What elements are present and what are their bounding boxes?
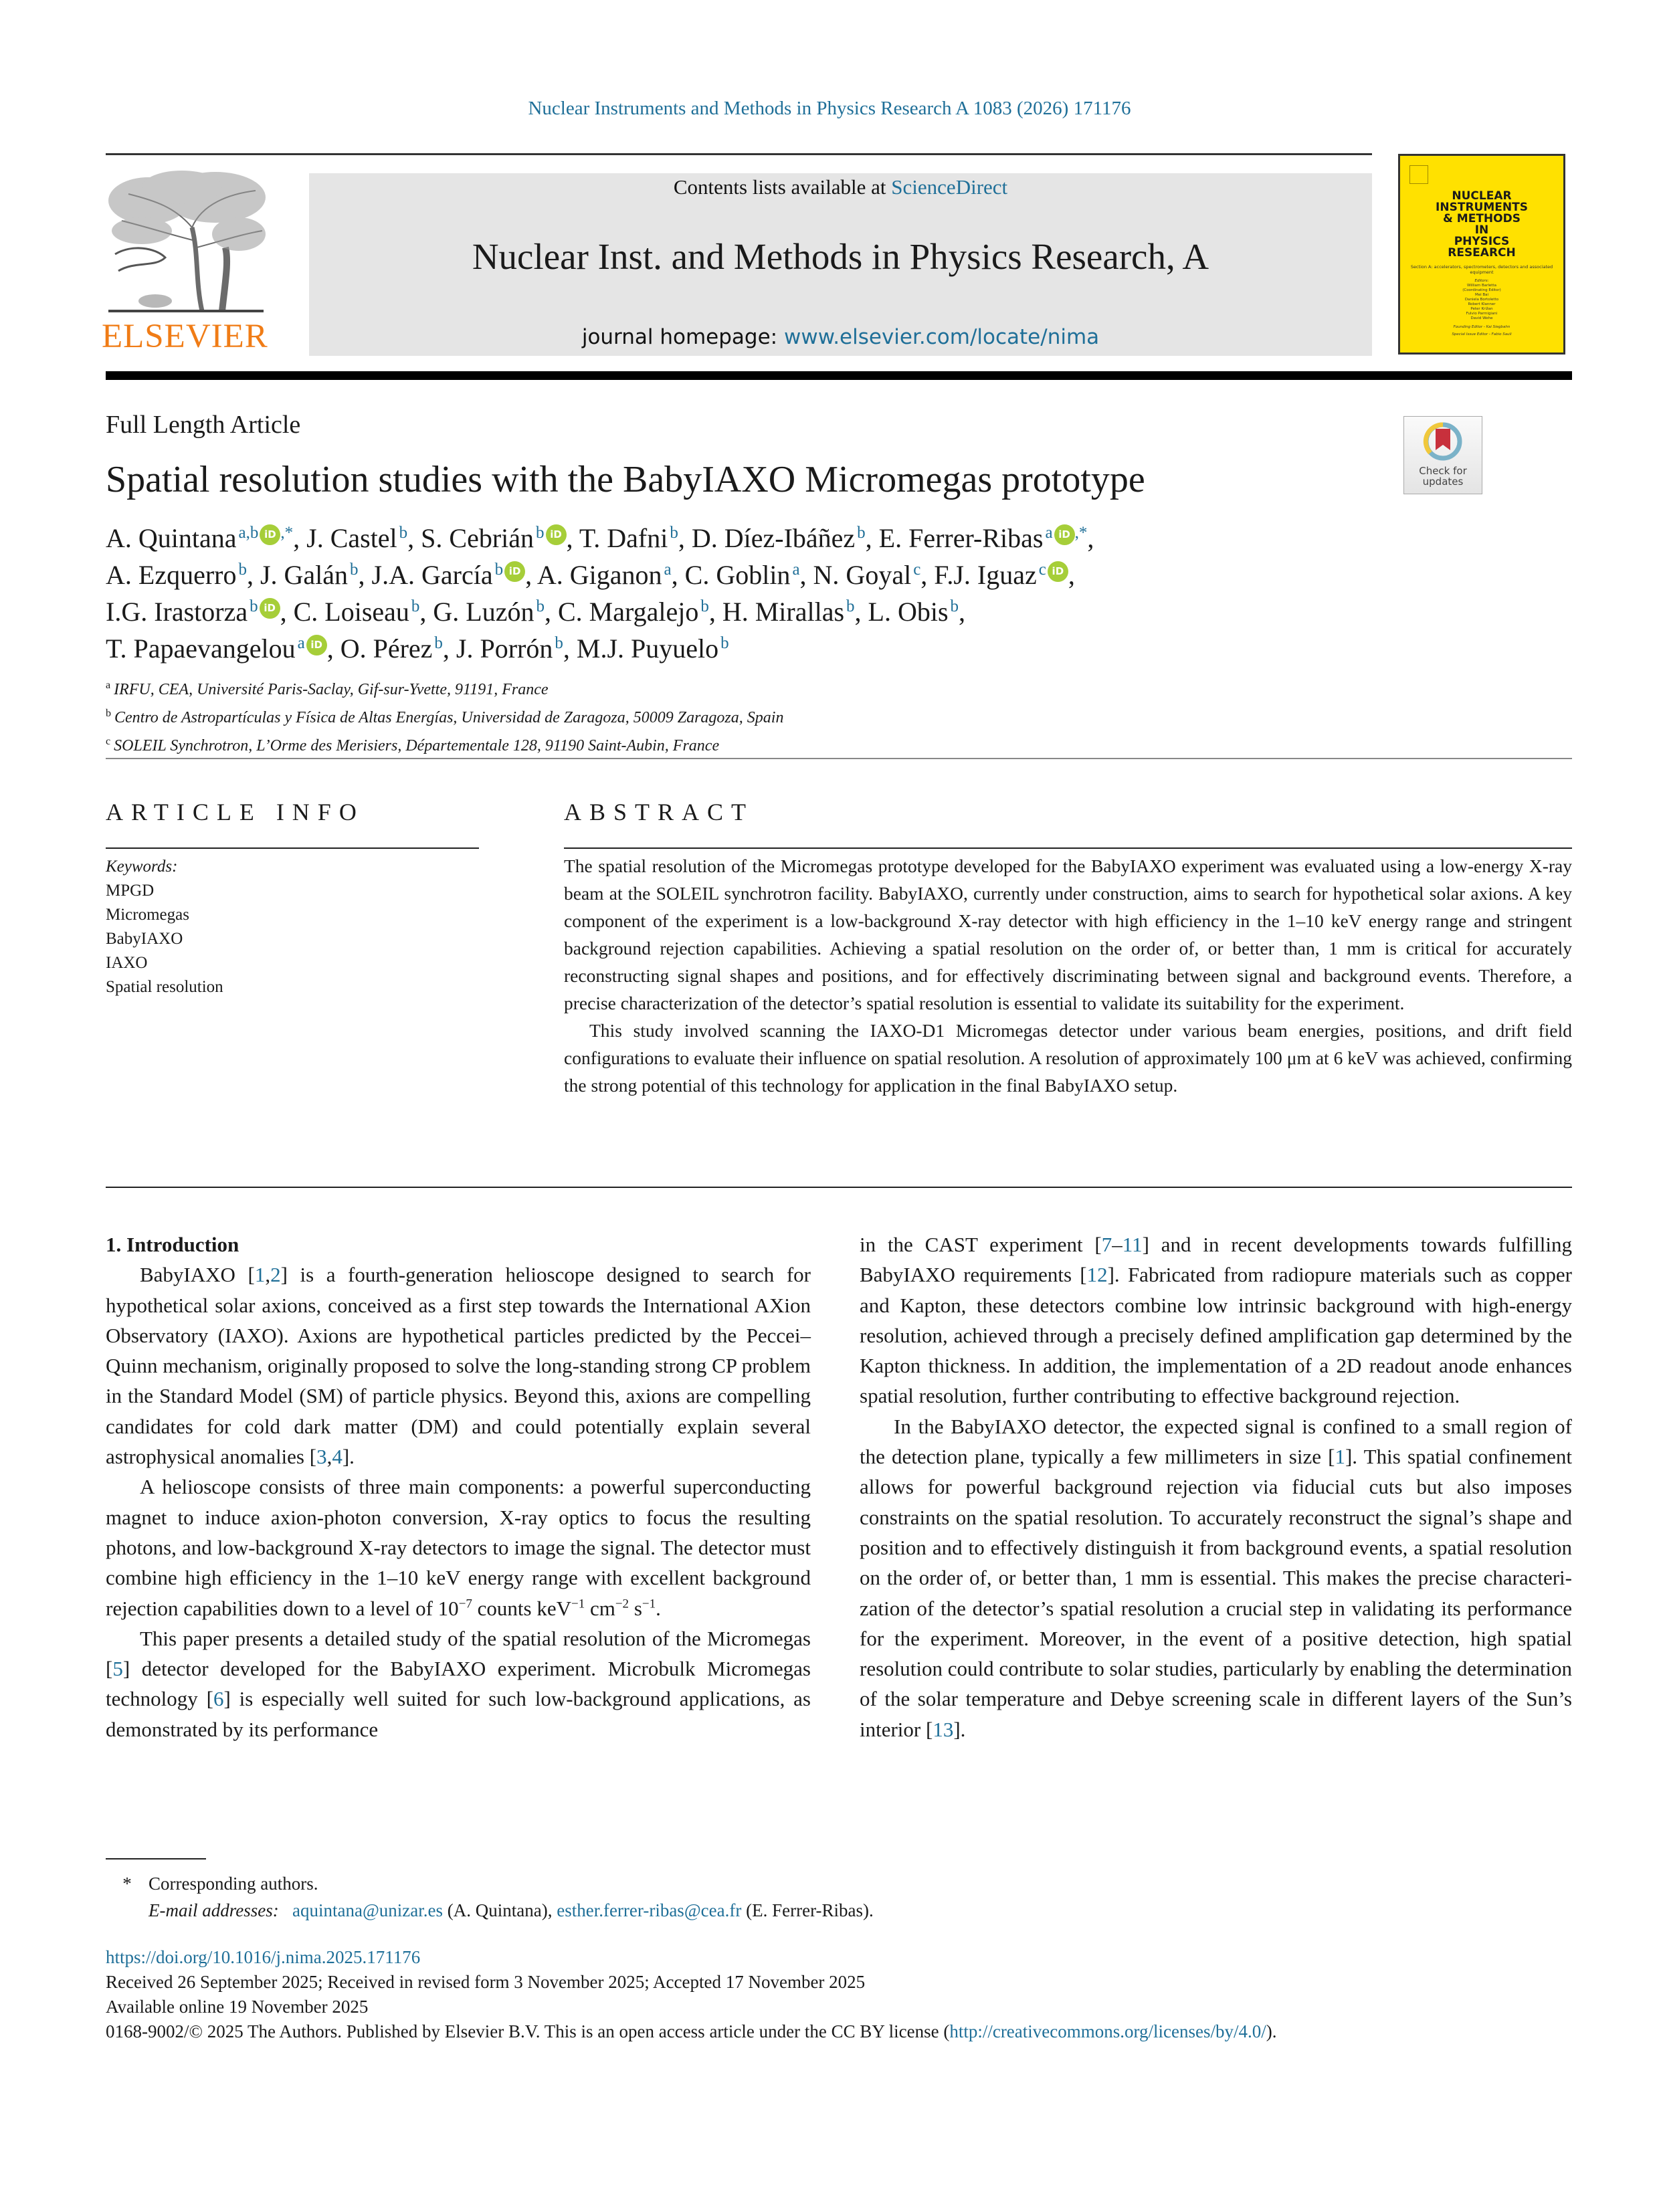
cover-editors: Editors: William Barletta (Coordinating Editor) Mei Bai Daniela Bortoletto Robert Klanner Peter Križan Fulvio Parmigiani David Wehe Founding Editor - Kai Siegbahn Special Issue Editor - Fabio Sauli bbox=[1452, 279, 1512, 336]
body-column-left bbox=[106, 1229, 811, 1744]
citation-link[interactable]: 7 bbox=[1101, 1233, 1112, 1256]
received-dates: Received 26 September 2025; Received in revised form 3 November 2025; Accepted 17 November 2025 bbox=[106, 1972, 866, 1992]
orcid-icon[interactable]: iD bbox=[306, 635, 327, 656]
keywords-label: Keywords: bbox=[106, 858, 178, 876]
citation-link[interactable]: 12 bbox=[1086, 1263, 1108, 1287]
article-info-heading: ARTICLE INFO bbox=[106, 799, 365, 825]
journal-citation-link[interactable]: Nuclear Instruments and Methods in Physics Research A 1083 (2026) 171176 bbox=[528, 98, 1131, 119]
affiliation-marker[interactable]: a,b bbox=[238, 524, 259, 542]
abstract-paragraph: This study involved scanning the IAXO-D1 Micromegas detector under various beam energies, positions, and drift field configurations to evaluate their influence on spatial resolution. A resolution of approximately 100 μm at 6 keV was achieved, confirming the strong potential of this technology for application in the final BabyIAXO setup. bbox=[564, 1020, 1572, 1096]
affiliation-marker[interactable]: b bbox=[857, 524, 866, 542]
affiliation-marker[interactable]: b bbox=[411, 597, 420, 615]
author: N. Goyal bbox=[813, 560, 912, 590]
author: D. Díez-Ibáñez bbox=[691, 523, 856, 553]
keywords-list bbox=[106, 855, 223, 999]
orcid-icon[interactable]: iD bbox=[1048, 561, 1068, 582]
author: G. Luzón bbox=[433, 597, 534, 627]
body-paragraph: This paper presents a detailed study of the spatial resolution of the Micromegas [5] detector developed for the BabyIAXO experiment. Microbulk Micromegas technology [6] is especially well suited for such low-background applications, as demonstrated by its performance bbox=[106, 1626, 811, 1741]
email-note: E-mail addresses: aquintana@unizar.es (A. Quintana), esther.ferrer-ribas@cea.fr (E. Ferrer-Ribas). bbox=[149, 1900, 874, 1920]
keyword: BabyIAXO bbox=[106, 930, 183, 948]
author-list: A. Quintana $^{a,b}$ iD ,*, J. Castel $^b$, S. Cebrián $^b$ iD , T. Dafni $^b$, D. Díez-Ibáñez $^b$, E. Ferrer-Ribas $^a$ iD ,*, A. Ezquerro $^b$, J. Galán $^b$, J.A. García $^b$ iD , A. Giganon $^a$, C. Goblin $^a$, N. Goyal $^c$, F.J. Iguaz $^c$ iD , I.G. Irastorza $^b$ iD , C. Loiseau $^b$, G. Luzón $^b$, C. Margalejo $^b$, H. Mirallas $^b$, L. Obis $^b$, T. Papaevangelou $^a$ iD , O. Pérez $^b$, J. Porrón $^b$, M.J. Puyuelo $^b$ bbox=[106, 523, 1094, 664]
affiliation-marker[interactable]: b bbox=[434, 634, 443, 652]
divider bbox=[106, 153, 1372, 155]
homepage-line: journal homepage: www.elsevier.com/locate/nima bbox=[581, 325, 1100, 349]
affiliation-marker[interactable]: b bbox=[536, 524, 545, 542]
email-link-quintana[interactable]: aquintana@unizar.es bbox=[292, 1900, 444, 1920]
keyword: IAXO bbox=[106, 954, 148, 972]
author: J.A. García bbox=[371, 560, 493, 590]
author: A. Ezquerro bbox=[106, 560, 237, 590]
author: L. Obis bbox=[868, 597, 949, 627]
affiliation-marker[interactable]: b bbox=[846, 597, 855, 615]
article-type: Full Length Article bbox=[106, 411, 301, 439]
divider bbox=[106, 847, 479, 849]
affiliations bbox=[106, 674, 783, 758]
orcid-icon[interactable]: iD bbox=[504, 561, 525, 582]
citation-link[interactable]: 6 bbox=[213, 1687, 224, 1711]
affiliation-marker[interactable]: b bbox=[399, 524, 408, 542]
affiliation-marker[interactable]: c bbox=[913, 561, 921, 579]
keyword: MPGD bbox=[106, 882, 155, 900]
author: M.J. Puyuelo bbox=[576, 633, 719, 664]
author: C. Goblin bbox=[684, 560, 791, 590]
affiliation-marker[interactable]: b bbox=[536, 597, 545, 615]
citation-link[interactable]: 1 bbox=[254, 1263, 266, 1287]
elsevier-logo bbox=[102, 167, 276, 361]
footnote-divider bbox=[106, 1858, 206, 1859]
citation-link[interactable]: 3 bbox=[316, 1445, 327, 1469]
masthead-divider bbox=[106, 371, 1572, 380]
affiliation-marker[interactable]: a bbox=[792, 561, 800, 579]
body-column-right bbox=[860, 1229, 1572, 1744]
keyword: Spatial resolution bbox=[106, 978, 223, 996]
author: J. Castel bbox=[306, 523, 397, 553]
author: C. Loiseau bbox=[293, 597, 409, 627]
article-metadata bbox=[106, 1945, 1277, 2044]
sciencedirect-link[interactable]: ScienceDirect bbox=[891, 175, 1008, 199]
keyword: Micromegas bbox=[106, 906, 189, 924]
affiliation-marker[interactable]: a bbox=[1045, 524, 1053, 542]
check-for-updates-button[interactable] bbox=[1403, 416, 1482, 494]
citation-link[interactable]: 4 bbox=[332, 1445, 343, 1469]
affiliation-marker[interactable]: b bbox=[250, 597, 258, 615]
orcid-icon[interactable]: iD bbox=[546, 524, 567, 545]
author: H. Mirallas bbox=[722, 597, 845, 627]
email-link-ferrer-ribas[interactable]: esther.ferrer-ribas@cea.fr bbox=[557, 1900, 742, 1920]
body-paragraph: BabyIAXO [1,2] is a fourth-generation helioscope designed to search for hypothetical solar axions, conceived as a first step towards the International AXion Observatory (IAXO). Axions are hypothetical particles predicted by the Peccei–Quinn mechanism, originally proposed to solve the long-standing strong CP problem in the Standard Model (SM) of particle physics. Beyond this, axions are compelling candidates for cold dark matter (DM) and could potentially explain several astrophysical anomalies [3,4]. bbox=[106, 1263, 811, 1469]
affiliation-marker[interactable]: b bbox=[494, 561, 504, 579]
citation-link[interactable]: 1 bbox=[1335, 1445, 1345, 1469]
affiliation-marker[interactable]: a bbox=[297, 634, 305, 652]
citation-link[interactable]: 11 bbox=[1122, 1233, 1143, 1256]
divider bbox=[564, 847, 1572, 849]
license-link[interactable]: http://creativecommons.org/licenses/by/4.0/ bbox=[949, 2021, 1266, 2041]
orcid-icon[interactable]: iD bbox=[1054, 524, 1075, 545]
crossmark-label: Check for updates bbox=[1419, 465, 1467, 488]
author: T. Papaevangelou bbox=[106, 633, 296, 664]
author: T. Dafni bbox=[579, 523, 668, 553]
author: E. Ferrer-Ribas bbox=[878, 523, 1044, 553]
orcid-icon[interactable]: iD bbox=[260, 524, 280, 545]
corresponding-author-marker[interactable]: ,* bbox=[1074, 524, 1088, 542]
author: C. Margalejo bbox=[558, 597, 699, 627]
corresponding-note: * Corresponding authors. bbox=[122, 1874, 318, 1894]
author: I.G. Irastorza bbox=[106, 597, 248, 627]
journal-homepage-link[interactable]: www.elsevier.com/locate/nima bbox=[783, 325, 1100, 349]
doi-link[interactable]: https://doi.org/10.1016/j.nima.2025.171176 bbox=[106, 1947, 421, 1967]
corresponding-author-marker[interactable]: ,* bbox=[280, 524, 294, 542]
author: F.J. Iguaz bbox=[934, 560, 1037, 590]
affiliation-b: $^b$ Centro de Astropartículas y Física de Altas Energías, Universidad de Zaragoza, 50009 Zaragoza, Spain bbox=[106, 708, 784, 726]
divider bbox=[106, 1187, 1572, 1188]
body-paragraph: A helioscope consists of three main components: a powerful superconducting magnet to induce axion-photon conversion, X-ray optics to focus the resulting photons, and low-background X-ray detectors to image the signal. The detector must combine high efficiency in the 1–10 keV energy range with excellent background rejection capabilities down to a level of $10^{-7}$ counts keV$^{-1}$ $cm^{-2}$ $s^{-1}$. bbox=[106, 1475, 811, 1620]
abstract-paragraph: The spatial resolution of the Micromegas prototype developed for the BabyIAXO experiment was evaluated using a low-energy X-ray beam at the SOLEIL synchrotron facility. BabyIAXO, currently under construction, aims to search for hypothetical solar axions. A key component of the experiment is a low-background X-ray detector with high efficiency in the 1–10 keV energy range and stringent background rejection capabilities. Achieving a spatial resolution on the order of, or better than, 1 mm is critical for accurately reconstructing signal shapes and positions, and for effectively discriminating between signal and background events. Therefore, a precise characterization of the detector’s spatial resolution is essential to validate its suitability for the experiment. bbox=[564, 856, 1572, 1013]
author: J. Galán bbox=[260, 560, 349, 590]
paper-title: Spatial resolution studies with the BabyIAXO Micromegas prototype bbox=[106, 459, 1145, 500]
author: S. Cebrián bbox=[421, 523, 534, 553]
abstract-heading: ABSTRACT bbox=[564, 799, 755, 825]
citation-link[interactable]: 13 bbox=[933, 1717, 954, 1741]
affiliation-marker[interactable]: b bbox=[700, 597, 709, 615]
affiliation-marker[interactable]: b bbox=[350, 561, 359, 579]
author: A. Giganon bbox=[536, 560, 662, 590]
elsevier-wordmark: ELSEVIER bbox=[102, 318, 268, 355]
journal-cover-thumbnail[interactable] bbox=[1398, 154, 1565, 355]
affiliation-marker[interactable]: c bbox=[1038, 561, 1046, 579]
abstract-body bbox=[564, 852, 1572, 1099]
contents-line: Contents lists available at ScienceDirect bbox=[673, 175, 1008, 199]
available-online: Available online 19 November 2025 bbox=[106, 1997, 369, 2017]
affiliation-c: $^c$ SOLEIL Synchrotron, L’Orme des Merisiers, Départementale 128, 91190 Saint-Aubin, France bbox=[106, 736, 720, 755]
divider bbox=[106, 758, 1572, 759]
journal-title: Nuclear Inst. and Methods in Physics Research, A bbox=[472, 236, 1209, 277]
cover-title: NUCLEAR INSTRUMENTS & METHODS IN PHYSICS RESEARCH bbox=[1436, 189, 1528, 260]
journal-banner bbox=[309, 173, 1372, 356]
crossmark-icon bbox=[1422, 421, 1464, 462]
author: O. Pérez bbox=[340, 633, 433, 664]
body-paragraph-continued: in the CAST experiment [7–11] and in recent developments towards fulfilling BabyIAXO requirements [12]. Fabricated from radiopure materials such as copper and Kapton, these detectors combine low intrinsic background with high-energy resolution, achieved through a precisely defined amplification gap determined by the Kapton thickness. In addition, the implementation of a 2D readout anode enhances spatial resolution, further contributing to effective background rejection. bbox=[860, 1233, 1572, 1408]
license-line: 0168-9002/© 2025 The Authors. Published by Elsevier B.V. This is an open access article under the CC BY license (http://creativecommons.org/licenses/by/4.0/). bbox=[106, 2021, 1277, 2041]
affiliation-a: $^a$ IRFU, CEA, Université Paris-Saclay, Gif-sur-Yvette, 91191, France bbox=[106, 680, 549, 698]
body-paragraph: In the BabyIAXO detector, the expected signal is confined to a small region of the detection plane, typically a few millimeters in size [1]. This spatial confinement allows for powerful background rejection via fiducial cuts but also imposes constraints on the spatial resolution. To accurately reconstruct the signal’s shape and position and to effectively distinguish it from background events, a spatial resolution on the order of, or better than, 1 mm is essential. This makes the precise characterization of the detector’s spatial resolution a crucial step in validating its performance for the experiment. Moreover, in the event of a positive detection, high spatial resolution could contribute to solar studies, particularly by enabling the determination of the solar temperature and Debye screening scale in different layers of the Sun’s interior [13]. bbox=[860, 1414, 1572, 1741]
section-heading: 1. Introduction bbox=[106, 1233, 239, 1256]
affiliation-marker[interactable]: b bbox=[670, 524, 678, 542]
affiliation-marker[interactable]: b bbox=[950, 597, 959, 615]
elsevier-tree-icon bbox=[102, 167, 269, 318]
affiliation-marker[interactable]: b bbox=[720, 634, 729, 652]
author: J. Porrón bbox=[456, 633, 553, 664]
affiliation-marker[interactable]: b bbox=[238, 561, 247, 579]
affiliation-marker[interactable]: a bbox=[664, 561, 672, 579]
citation-link[interactable]: 5 bbox=[112, 1657, 123, 1681]
author: A. Quintana bbox=[106, 523, 237, 553]
orcid-icon[interactable]: iD bbox=[260, 598, 280, 619]
affiliation-marker[interactable]: b bbox=[555, 634, 563, 652]
footnotes bbox=[106, 1870, 874, 1924]
cover-subtitle: Section A: accelerators, spectrometers, detectors and associated equipment bbox=[1410, 264, 1553, 275]
cover-elsevier-logo-icon bbox=[1409, 165, 1428, 184]
citation-link[interactable]: 2 bbox=[270, 1263, 281, 1287]
